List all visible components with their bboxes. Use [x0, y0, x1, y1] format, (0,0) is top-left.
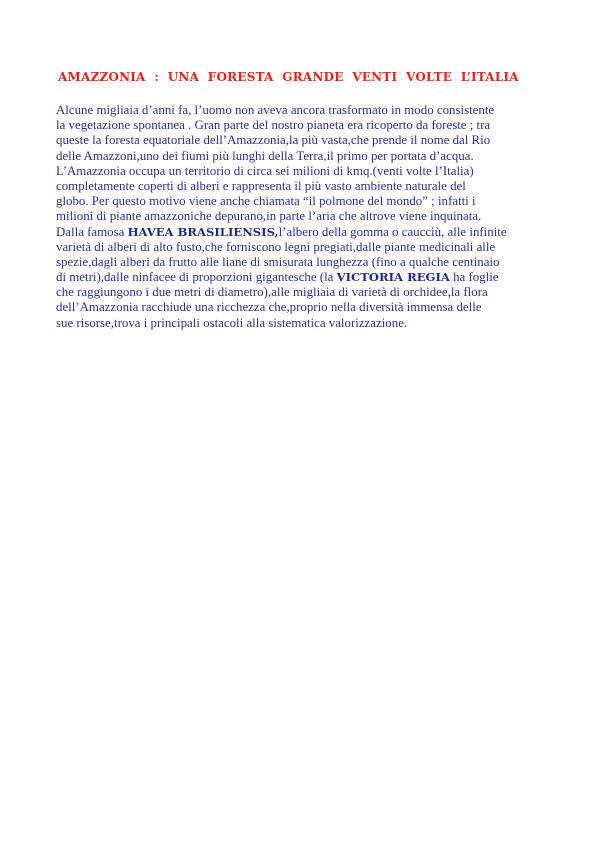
- text-run: la vegetazione spontanea . Gran parte del nostro pianeta era ricoperto da foreste ; tra: [56, 118, 491, 133]
- text-line: [56, 225, 546, 240]
- text-run: completamente coperti di alberi e rappresenta il più vasto ambiente naturale del: [56, 178, 466, 193]
- text-line: [56, 133, 546, 148]
- text-run: Alcune migliaia d’anni fa, l’uomo non aveva ancora trasformato in modo consistente: [56, 103, 495, 117]
- text-line: [56, 316, 546, 331]
- species-name-victoria: VICTORIA REGIA: [336, 270, 450, 285]
- text-line: [56, 240, 546, 255]
- text-run: milioni di piante amazzoniche depurano,in parte l’aria che altrove viene inquinata.: [56, 209, 482, 224]
- text-line: [56, 149, 546, 164]
- text-line: [56, 270, 546, 285]
- text-run: sue risorse,trova i principali ostacoli alla sistematica valorizzazione.: [56, 315, 408, 330]
- text-line: [56, 179, 546, 194]
- text-line: [56, 118, 546, 133]
- text-line: [56, 209, 546, 224]
- text-run: che raggiungono i due metri di diametro),alle migliaia di varietà di orchidee,la flora: [56, 285, 488, 300]
- body-paragraph: [56, 103, 546, 331]
- text-run: l’albero della gomma o caucciù, alle infinite: [278, 224, 507, 239]
- text-run: L’Amazzonia occupa un territorio di circa sei milioni di kmq.(venti volte l’Italia): [56, 163, 474, 178]
- species-name-havea: HAVEA BRASILIENSIS,: [127, 224, 279, 239]
- text-run: spezie,dagli alberi da frutto alle liane di smisurata lunghezza (fino a qualche centinaio: [56, 254, 500, 269]
- text-line: [56, 164, 546, 179]
- text-run: delle Amazzoni,uno dei fiumi più lunghi della Terra,il primo per portata d’acqua.: [56, 148, 474, 163]
- text-run: varietà di alberi di alto fusto,che forniscono legni pregiati,dalle piante medicinali alle: [56, 239, 496, 254]
- page-title: AMAZZONIA : UNA FORESTA GRANDE VENTI VOLTE L’ITALIA: [58, 70, 519, 84]
- text-line: [56, 285, 546, 300]
- text-line: [56, 194, 546, 209]
- text-line: [56, 255, 546, 270]
- text-run: Dalla famosa: [56, 224, 128, 239]
- text-line: [56, 300, 546, 315]
- text-run: ha foglie: [449, 270, 499, 285]
- text-run: queste la foresta equatoriale dell’Amazzonia,la più vasta,che prende il nome dal Rio: [56, 133, 491, 148]
- text-run: globo. Per questo motivo viene anche chiamata “il polmone del mondo” ; infatti i: [56, 194, 476, 209]
- text-line: [56, 103, 546, 118]
- text-run: di metri),dalle ninfacee di proporzioni gigantesche (la: [56, 270, 337, 285]
- text-run: dell’Amazzonia racchiude una ricchezza che,proprio nella diversità immensa delle: [56, 300, 482, 315]
